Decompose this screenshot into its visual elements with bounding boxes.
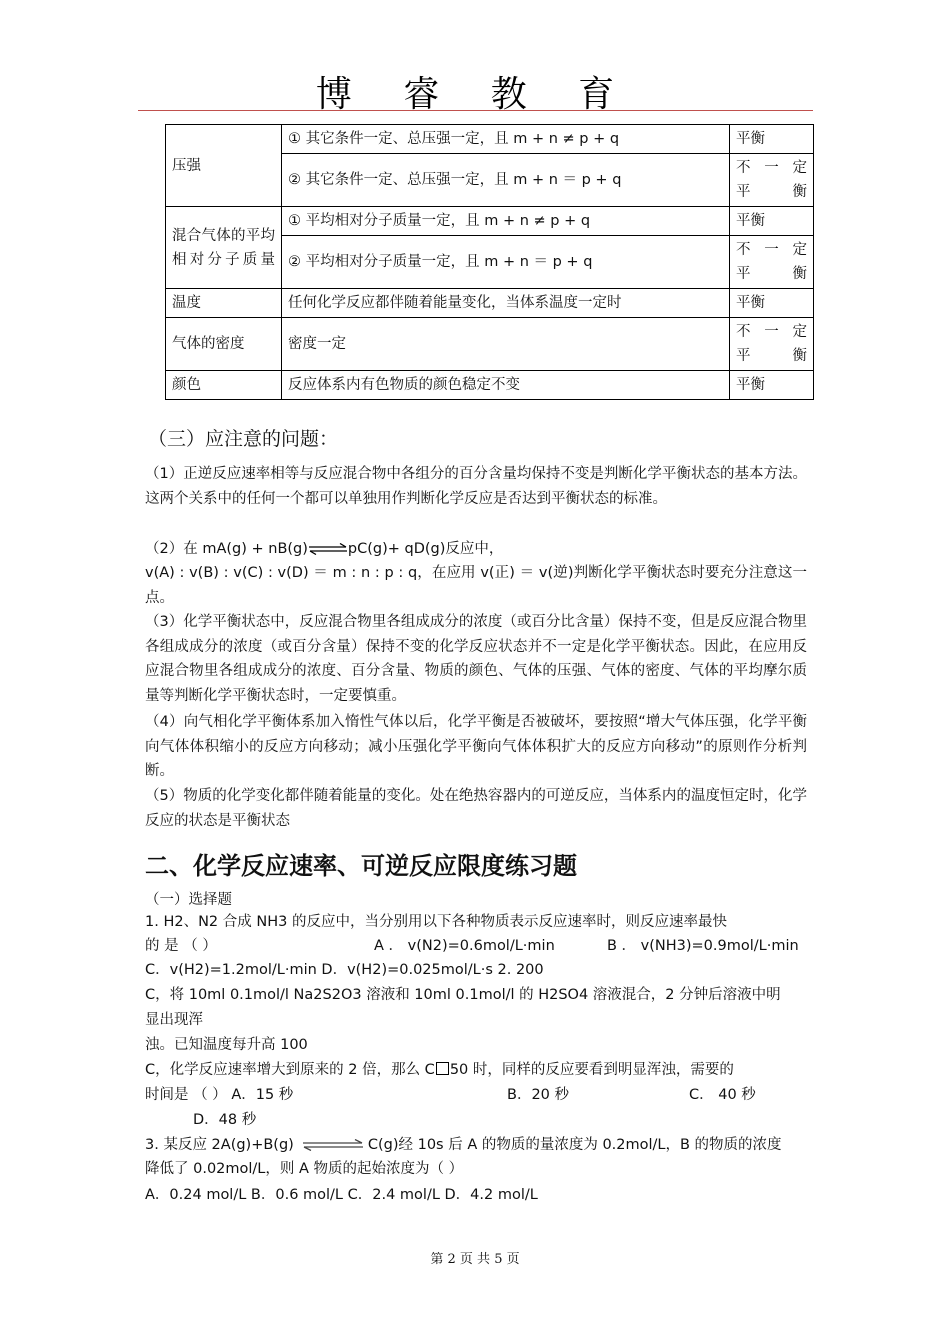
table-cell-result: 平衡 (730, 289, 814, 318)
question-3-line2: 降低了 0.02mol/L，则 A 物质的起始浓度为（ ） (145, 1161, 464, 1177)
table-row (166, 289, 814, 318)
question-2-option-d: D．48 秒 (193, 1112, 257, 1128)
table-cell-result: 平衡 (730, 125, 814, 154)
table-row (166, 125, 814, 154)
equilibrium-criteria-table (165, 124, 814, 400)
equation-right: pC(g)+ qD(g)反应中， (347, 541, 504, 557)
question-2-line5 (145, 1083, 807, 1108)
table-cell-category: 温度 (166, 289, 282, 318)
table-cell-condition: 反应体系内有色物质的颜色稳定不变 (282, 371, 730, 400)
equation-left: （2）在 mA(g) + nB(g) (145, 541, 308, 557)
note-paragraph-2-line1 (145, 537, 807, 562)
table-cell-category: 颜色 (166, 371, 282, 400)
header-divider (138, 110, 813, 111)
note-paragraph-4: （4）向气相化学平衡体系加入惰性气体以后，化学平衡是否被破坏，要按照“增大气体压强，化学平衡向气体体积缩小的反应方向移动；减小压强化学平衡向气体体积扩大的反应方向移动”的原则作分析判断。 (145, 714, 807, 780)
question-2-option-a: 时间是 （ ） A．15 秒 (145, 1087, 294, 1103)
table-cell-condition: ① 平均相对分子质量一定，且 m + n ≠ p + q (282, 207, 730, 236)
header-title: 博 睿 教 育 (315, 74, 635, 115)
question-2-option-c: C． 40 秒 (689, 1087, 756, 1103)
table-cell-condition: ② 平均相对分子质量一定，且 m + n ＝ p + q (282, 236, 730, 289)
exercises-heading: 二、化学反应速率、可逆反应限度练习题 (145, 852, 577, 880)
table-row (166, 371, 814, 400)
question-2-option-b: B．20 秒 (507, 1087, 570, 1103)
question-3-options: A．0.24 mol/L B．0.6 mol/L C．2.4 mol/L D．4.2 mol/L (145, 1187, 538, 1203)
note-paragraph-1: （1）正逆反应速率相等与反应混合物中各组分的百分含量均保持不变是判断化学平衡状态的基本方法。这两个关系中的任何一个都可以单独用作判断化学反应是否达到平衡状态的标准。 (145, 466, 807, 507)
question-1-line2 (145, 934, 807, 959)
question-1-stem: 的 是 （ ） (145, 938, 217, 954)
table-cell-condition: 任何化学反应都伴随着能量变化，当体系温度一定时 (282, 289, 730, 318)
note-paragraph-5: （5）物质的化学变化都伴随着能量的变化。处在绝热容器内的可逆反应，当体系内的温度恒定时，化学反应的状态是平衡状态 (145, 788, 807, 829)
question-2-line3: 浊。已知温度每升高 100 (145, 1037, 308, 1053)
question-2-line4 (145, 1058, 807, 1083)
question-1-option-a: A ． v(N2)=0.6mol/L·min (374, 938, 555, 954)
reversible-arrow-icon (302, 1139, 364, 1151)
question-3-text-a: 3. 某反应 2A(g)+B(g) (145, 1137, 294, 1153)
table-cell-category: 压强 (166, 125, 282, 207)
note-paragraph-3: （3）化学平衡状态中，反应混合物里各组成成分的浓度（或百分比含量）保持不变，但是反应混合物里各组成成分的浓度（或百分含量）保持不变的化学反应状态并不一定是化学平衡状态。因此，在应用反应混合物里各组成成分的浓度、百分含量、物质的颜色、气体的压强、气体的密度、气体的平均摩尔质量等判断化学平衡状态时，一定要慎重。 (145, 614, 807, 704)
table-cell-category: 气体的密度 (166, 318, 282, 371)
question-3-line1 (145, 1133, 807, 1158)
table-cell-result: 平衡 (730, 371, 814, 400)
question-2-text-b: 50 时，同样的反应要看到明显浑浊，需要的 (449, 1062, 734, 1078)
reversible-arrow-icon (308, 543, 348, 555)
section-title: （三）应注意的问题： (148, 428, 339, 450)
table-cell-condition: 密度一定 (282, 318, 730, 371)
question-2-text-a: C，化学反应速率增大到原来的 2 倍，那么 C (145, 1062, 435, 1078)
note-paragraph-2-line2: v(A) : v(B) : v(C) : v(D) ＝ m : n : p : q，在应用 v(正) ＝ v(逆)判断化学平衡状态时要充分注意这一点。 (145, 565, 807, 606)
question-3-text-b: C(g)经 10s 后 A 的物质的量浓度为 0.2mol/L，B 的物质的浓度 (367, 1137, 782, 1153)
table-row (166, 318, 814, 371)
table-cell-result: 不 一 定 平衡 (730, 154, 814, 207)
table-cell-result: 平衡 (730, 207, 814, 236)
table-cell-condition: ① 其它条件一定、总压强一定，且 m + n ≠ p + q (282, 125, 730, 154)
question-1-line1: 1. H2、N2 合成 NH3 的反应中，当分别用以下各种物质表示反应速率时，则反应速率最快 (145, 914, 727, 930)
table-cell-result: 不 一 定 平衡 (730, 318, 814, 371)
question-1-option-b: B ． v(NH3)=0.9mol/L·min (607, 938, 799, 954)
exercises-subheading: （一）选择题 (145, 892, 232, 908)
table-cell-condition: ② 其它条件一定、总压强一定，且 m + n ＝ p + q (282, 154, 730, 207)
page-footer: 第 2 页 共 5 页 (430, 1252, 520, 1267)
question-1-line3: C．v(H2)=1.2mol/L·min D．v(H2)=0.025mol/L·s 2. 200 (145, 962, 544, 978)
question-2-line2: 显出现浑 (145, 1012, 203, 1028)
table-cell-category: 混合气体的平均相对分子质量 (166, 207, 282, 289)
table-cell-result: 不 一 定 平衡 (730, 236, 814, 289)
question-2-line1: C，将 10ml 0.1mol/l Na2S2O3 溶液和 10ml 0.1mol/l 的 H2SO4 溶液混合，2 分钟后溶液中明 (145, 987, 781, 1003)
missing-glyph-icon (436, 1062, 449, 1075)
table-row (166, 207, 814, 236)
